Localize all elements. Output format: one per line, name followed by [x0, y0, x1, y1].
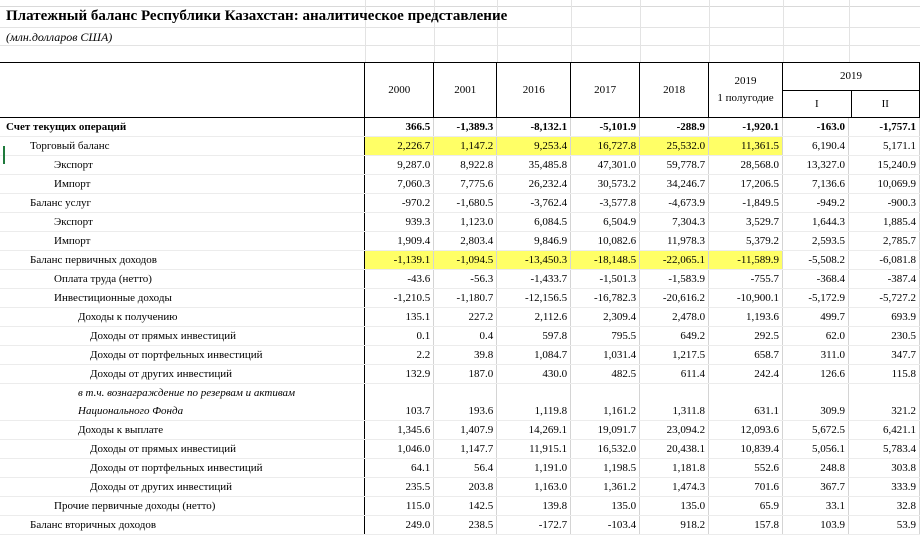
- value-cell[interactable]: 7,304.3: [640, 213, 709, 232]
- value-cell[interactable]: 2,226.7: [365, 137, 434, 156]
- row-label: Баланс услуг: [30, 196, 92, 209]
- value-cell[interactable]: 14,269.1: [497, 421, 571, 440]
- value-cell[interactable]: 126.6: [783, 365, 849, 384]
- value-cell[interactable]: 26,232.4: [497, 175, 571, 194]
- balance-table: [0, 62, 920, 535]
- value-cell[interactable]: 1,181.8: [640, 459, 709, 478]
- value-cell[interactable]: 34,246.7: [640, 175, 709, 194]
- header-quarters[interactable]: [783, 63, 920, 118]
- value-cell[interactable]: 248.8: [783, 459, 849, 478]
- value-cell[interactable]: 1,147.7: [434, 440, 497, 459]
- value-cell[interactable]: 6,504.9: [571, 213, 640, 232]
- table-row: [0, 421, 920, 440]
- value-cell[interactable]: -970.2: [365, 194, 434, 213]
- header-quarters-year: 2019: [783, 63, 919, 91]
- value-cell[interactable]: 8,922.8: [434, 156, 497, 175]
- value-cell[interactable]: 62.0: [783, 327, 849, 346]
- value-cell[interactable]: 1,909.4: [365, 232, 434, 251]
- value-cell[interactable]: -949.2: [783, 194, 849, 213]
- row-label-cell[interactable]: [0, 384, 365, 421]
- value-cell[interactable]: -6,081.8: [848, 251, 919, 270]
- value-cell[interactable]: 5,379.2: [709, 232, 783, 251]
- row-label-cell[interactable]: [0, 289, 365, 308]
- value-cell[interactable]: 2,803.4: [434, 232, 497, 251]
- value-cell[interactable]: -1,389.3: [434, 118, 497, 137]
- table-row: [0, 384, 920, 421]
- header-half-year[interactable]: [709, 63, 783, 118]
- value-cell[interactable]: 6,190.4: [783, 137, 849, 156]
- value-cell[interactable]: 2,478.0: [640, 308, 709, 327]
- value-cell[interactable]: 56.4: [434, 459, 497, 478]
- active-cell-marker: [3, 146, 5, 164]
- value-cell[interactable]: 701.6: [709, 478, 783, 497]
- value-cell[interactable]: 238.5: [434, 516, 497, 535]
- table-row: [0, 270, 920, 289]
- value-cell[interactable]: -368.4: [783, 270, 849, 289]
- value-cell[interactable]: 39.8: [434, 346, 497, 365]
- table-row: [0, 440, 920, 459]
- value-cell[interactable]: -1,680.5: [434, 194, 497, 213]
- value-cell[interactable]: 303.8: [848, 459, 919, 478]
- value-cell[interactable]: 1,474.3: [640, 478, 709, 497]
- value-cell[interactable]: 1,163.0: [497, 478, 571, 497]
- value-cell[interactable]: -56.3: [434, 270, 497, 289]
- value-cell[interactable]: 9,253.4: [497, 137, 571, 156]
- row-label: Доходы от портфельных инвестиций: [90, 461, 263, 474]
- value-cell[interactable]: 1,311.8: [640, 384, 709, 421]
- row-label-cell[interactable]: [0, 118, 365, 137]
- value-cell[interactable]: -22,065.1: [640, 251, 709, 270]
- value-cell[interactable]: 321.2: [848, 384, 919, 421]
- table-row: [0, 156, 920, 175]
- value-cell[interactable]: 292.5: [709, 327, 783, 346]
- table-row: [0, 327, 920, 346]
- table-row: [0, 232, 920, 251]
- gridline: [709, 0, 710, 62]
- value-cell[interactable]: 2,785.7: [848, 232, 919, 251]
- value-cell[interactable]: -1,920.1: [709, 118, 783, 137]
- value-cell[interactable]: 1,217.5: [640, 346, 709, 365]
- header-label-cell: [0, 63, 365, 118]
- row-label-cell[interactable]: [0, 137, 365, 156]
- row-label-cell[interactable]: [0, 365, 365, 384]
- value-cell[interactable]: -8,132.1: [497, 118, 571, 137]
- units-note: (млн.долларов США): [6, 30, 113, 44]
- value-cell[interactable]: 28,568.0: [709, 156, 783, 175]
- value-cell[interactable]: 12,093.6: [709, 421, 783, 440]
- value-cell[interactable]: 64.1: [365, 459, 434, 478]
- header-quarter: I: [814, 98, 819, 110]
- value-cell[interactable]: -3,577.8: [571, 194, 640, 213]
- value-cell[interactable]: -43.6: [365, 270, 434, 289]
- value-cell[interactable]: -1,139.1: [365, 251, 434, 270]
- value-cell[interactable]: 135.0: [640, 497, 709, 516]
- value-cell[interactable]: 35,485.8: [497, 156, 571, 175]
- table-row: [0, 289, 920, 308]
- value-cell[interactable]: 631.1: [709, 384, 783, 421]
- value-cell[interactable]: 11,361.5: [709, 137, 783, 156]
- value-cell[interactable]: -1,583.9: [640, 270, 709, 289]
- table-row: [0, 365, 920, 384]
- row-label-cell[interactable]: [0, 232, 365, 251]
- value-cell[interactable]: 6,421.1: [848, 421, 919, 440]
- value-cell[interactable]: -16,782.3: [571, 289, 640, 308]
- value-cell[interactable]: 11,915.1: [497, 440, 571, 459]
- value-cell[interactable]: 2.2: [365, 346, 434, 365]
- value-cell[interactable]: 5,171.1: [848, 137, 919, 156]
- value-cell[interactable]: 1,191.0: [497, 459, 571, 478]
- value-cell[interactable]: 135.0: [571, 497, 640, 516]
- row-label: Импорт: [54, 177, 91, 190]
- table-row: [0, 497, 920, 516]
- table-row: [0, 478, 920, 497]
- value-cell[interactable]: 7,775.6: [434, 175, 497, 194]
- value-cell[interactable]: 249.0: [365, 516, 434, 535]
- value-cell[interactable]: 235.5: [365, 478, 434, 497]
- header-row: [0, 63, 920, 118]
- row-label: Доходы к выплате: [78, 423, 164, 436]
- row-label: Прочие первичные доходы (нетто): [54, 499, 216, 512]
- gridline: [783, 0, 784, 62]
- header-year[interactable]: 2001: [434, 63, 497, 118]
- value-cell[interactable]: 7,060.3: [365, 175, 434, 194]
- value-cell[interactable]: -1,757.1: [848, 118, 919, 137]
- value-cell[interactable]: 1,885.4: [848, 213, 919, 232]
- value-cell[interactable]: 2,593.5: [783, 232, 849, 251]
- value-cell[interactable]: 132.9: [365, 365, 434, 384]
- row-label-cell[interactable]: [0, 346, 365, 365]
- row-label: Доходы от прямых инвестиций: [90, 329, 236, 342]
- value-cell[interactable]: 597.8: [497, 327, 571, 346]
- value-cell[interactable]: -5,727.2: [848, 289, 919, 308]
- value-cell[interactable]: 5,672.5: [783, 421, 849, 440]
- row-label: Инвестиционные доходы: [54, 291, 172, 304]
- row-label-cell[interactable]: [0, 156, 365, 175]
- row-label: Доходы от других инвестиций: [90, 480, 233, 493]
- table-row: [0, 137, 920, 156]
- row-label: Импорт: [54, 234, 91, 247]
- value-cell[interactable]: 187.0: [434, 365, 497, 384]
- value-cell[interactable]: 6,084.5: [497, 213, 571, 232]
- row-label-cell[interactable]: [0, 440, 365, 459]
- value-cell[interactable]: -5,172.9: [783, 289, 849, 308]
- value-cell[interactable]: 9,287.0: [365, 156, 434, 175]
- value-cell[interactable]: 918.2: [640, 516, 709, 535]
- value-cell[interactable]: 1,046.0: [365, 440, 434, 459]
- row-label: Экспорт: [54, 158, 93, 171]
- table-row: [0, 308, 920, 327]
- value-cell[interactable]: 16,532.0: [571, 440, 640, 459]
- value-cell[interactable]: 10,069.9: [848, 175, 919, 194]
- value-cell[interactable]: 13,327.0: [783, 156, 849, 175]
- table-row: [0, 346, 920, 365]
- row-label: Доходы от прямых инвестиций: [90, 442, 236, 455]
- row-label-cell[interactable]: [0, 251, 365, 270]
- value-cell[interactable]: 1,407.9: [434, 421, 497, 440]
- value-cell[interactable]: 33.1: [783, 497, 849, 516]
- value-cell[interactable]: 611.4: [640, 365, 709, 384]
- header-half-year-label: 2019: [734, 75, 757, 87]
- value-cell[interactable]: 649.2: [640, 327, 709, 346]
- value-cell[interactable]: -12,156.5: [497, 289, 571, 308]
- value-cell[interactable]: 2,309.4: [571, 308, 640, 327]
- value-cell[interactable]: 30,573.2: [571, 175, 640, 194]
- value-cell[interactable]: -1,210.5: [365, 289, 434, 308]
- row-label: Торговый баланс: [30, 139, 110, 152]
- value-cell[interactable]: 230.5: [848, 327, 919, 346]
- value-cell[interactable]: 53.9: [848, 516, 919, 535]
- value-cell[interactable]: 309.9: [783, 384, 849, 421]
- gridline: [849, 0, 850, 62]
- value-cell[interactable]: 0.4: [434, 327, 497, 346]
- value-cell[interactable]: -5,101.9: [571, 118, 640, 137]
- value-cell[interactable]: 430.0: [497, 365, 571, 384]
- header-half-year-sub: 1 полугодие: [717, 92, 774, 104]
- value-cell[interactable]: 367.7: [783, 478, 849, 497]
- row-label-cell[interactable]: [0, 270, 365, 289]
- table-row: [0, 213, 920, 232]
- value-cell[interactable]: 1,361.2: [571, 478, 640, 497]
- row-label: Доходы от портфельных инвестиций: [90, 348, 263, 361]
- value-cell[interactable]: -1,849.5: [709, 194, 783, 213]
- value-cell[interactable]: 23,094.2: [640, 421, 709, 440]
- row-label: в т.ч. вознаграждение по резервам и активам Национального Фонда: [78, 387, 296, 417]
- value-cell[interactable]: 59,778.7: [640, 156, 709, 175]
- value-cell[interactable]: -10,900.1: [709, 289, 783, 308]
- value-cell[interactable]: 658.7: [709, 346, 783, 365]
- table-row: [0, 175, 920, 194]
- value-cell[interactable]: 1,644.3: [783, 213, 849, 232]
- value-cell[interactable]: -103.4: [571, 516, 640, 535]
- gridline: [571, 0, 572, 62]
- value-cell[interactable]: 482.5: [571, 365, 640, 384]
- value-cell[interactable]: 115.0: [365, 497, 434, 516]
- page-title: Платежный баланс Республики Казахстан: аналитическое представление: [6, 8, 508, 24]
- value-cell[interactable]: 1,193.6: [709, 308, 783, 327]
- row-label-cell[interactable]: [0, 308, 365, 327]
- table-row: [0, 516, 920, 535]
- value-cell[interactable]: 499.7: [783, 308, 849, 327]
- value-cell[interactable]: 139.8: [497, 497, 571, 516]
- value-cell[interactable]: -5,508.2: [783, 251, 849, 270]
- value-cell[interactable]: -4,673.9: [640, 194, 709, 213]
- value-cell[interactable]: 1,123.0: [434, 213, 497, 232]
- value-cell[interactable]: 1,345.6: [365, 421, 434, 440]
- value-cell[interactable]: 347.7: [848, 346, 919, 365]
- value-cell[interactable]: 1,198.5: [571, 459, 640, 478]
- value-cell[interactable]: 135.1: [365, 308, 434, 327]
- table-row: [0, 194, 920, 213]
- value-cell[interactable]: 1,031.4: [571, 346, 640, 365]
- value-cell[interactable]: 19,091.7: [571, 421, 640, 440]
- header-year[interactable]: 2000: [365, 63, 434, 118]
- table-row: [0, 251, 920, 270]
- value-cell[interactable]: -13,450.3: [497, 251, 571, 270]
- gridline: [640, 0, 641, 62]
- row-label-cell[interactable]: [0, 327, 365, 346]
- gridline: [0, 45, 920, 46]
- value-cell[interactable]: 11,978.3: [640, 232, 709, 251]
- value-cell[interactable]: 333.9: [848, 478, 919, 497]
- value-cell[interactable]: 1,161.2: [571, 384, 640, 421]
- value-cell[interactable]: 103.9: [783, 516, 849, 535]
- value-cell[interactable]: 5,056.1: [783, 440, 849, 459]
- row-label: Счет текущих операций: [6, 120, 127, 133]
- row-label-cell[interactable]: [0, 459, 365, 478]
- value-cell[interactable]: -1,180.7: [434, 289, 497, 308]
- value-cell[interactable]: 20,438.1: [640, 440, 709, 459]
- value-cell[interactable]: 795.5: [571, 327, 640, 346]
- value-cell[interactable]: 311.0: [783, 346, 849, 365]
- column-header-strip: [0, 0, 920, 7]
- value-cell[interactable]: -18,148.5: [571, 251, 640, 270]
- value-cell[interactable]: 939.3: [365, 213, 434, 232]
- row-label: Баланс первичных доходов: [30, 253, 157, 266]
- value-cell[interactable]: 242.4: [709, 365, 783, 384]
- value-cell[interactable]: 10,839.4: [709, 440, 783, 459]
- value-cell[interactable]: -1,501.3: [571, 270, 640, 289]
- value-cell[interactable]: 3,529.7: [709, 213, 783, 232]
- value-cell[interactable]: -387.4: [848, 270, 919, 289]
- value-cell[interactable]: 115.8: [848, 365, 919, 384]
- value-cell[interactable]: 16,727.8: [571, 137, 640, 156]
- value-cell[interactable]: -900.3: [848, 194, 919, 213]
- value-cell[interactable]: 1,119.8: [497, 384, 571, 421]
- row-label-cell[interactable]: [0, 175, 365, 194]
- value-cell[interactable]: 2,112.6: [497, 308, 571, 327]
- value-cell[interactable]: -1,433.7: [497, 270, 571, 289]
- value-cell[interactable]: 103.7: [365, 384, 434, 421]
- row-label: Доходы к получению: [78, 310, 178, 323]
- value-cell[interactable]: -11,589.9: [709, 251, 783, 270]
- value-cell[interactable]: -3,762.4: [497, 194, 571, 213]
- value-cell[interactable]: 65.9: [709, 497, 783, 516]
- value-cell[interactable]: 7,136.6: [783, 175, 849, 194]
- value-cell[interactable]: 25,532.0: [640, 137, 709, 156]
- value-cell[interactable]: 5,783.4: [848, 440, 919, 459]
- header-year[interactable]: 2016: [497, 63, 571, 118]
- value-cell[interactable]: 15,240.9: [848, 156, 919, 175]
- value-cell[interactable]: -163.0: [783, 118, 849, 137]
- row-label: Доходы от других инвестиций: [90, 367, 233, 380]
- value-cell[interactable]: 142.5: [434, 497, 497, 516]
- value-cell[interactable]: 203.8: [434, 478, 497, 497]
- value-cell[interactable]: -1,094.5: [434, 251, 497, 270]
- row-label-cell[interactable]: [0, 516, 365, 535]
- table-row: [0, 459, 920, 478]
- row-label-cell[interactable]: [0, 213, 365, 232]
- row-label: Экспорт: [54, 215, 93, 228]
- value-cell[interactable]: 0.1: [365, 327, 434, 346]
- value-cell[interactable]: 227.2: [434, 308, 497, 327]
- header-quarter: II: [851, 91, 919, 117]
- row-label-cell[interactable]: [0, 497, 365, 516]
- row-label-cell[interactable]: [0, 194, 365, 213]
- value-cell[interactable]: 9,846.9: [497, 232, 571, 251]
- row-label-cell[interactable]: [0, 421, 365, 440]
- value-cell[interactable]: 1,147.2: [434, 137, 497, 156]
- value-cell[interactable]: 693.9: [848, 308, 919, 327]
- gridline: [0, 27, 920, 28]
- value-cell[interactable]: -172.7: [497, 516, 571, 535]
- value-cell[interactable]: 552.6: [709, 459, 783, 478]
- value-cell[interactable]: 32.8: [848, 497, 919, 516]
- value-cell[interactable]: 10,082.6: [571, 232, 640, 251]
- row-label-cell[interactable]: [0, 478, 365, 497]
- header-year[interactable]: 2017: [571, 63, 640, 118]
- value-cell[interactable]: 366.5: [365, 118, 434, 137]
- value-cell[interactable]: 193.6: [434, 384, 497, 421]
- value-cell[interactable]: 1,084.7: [497, 346, 571, 365]
- value-cell[interactable]: -755.7: [709, 270, 783, 289]
- value-cell[interactable]: -20,616.2: [640, 289, 709, 308]
- value-cell[interactable]: 17,206.5: [709, 175, 783, 194]
- row-label: Баланс вторичных доходов: [30, 518, 157, 531]
- value-cell[interactable]: 47,301.0: [571, 156, 640, 175]
- table-row: [0, 118, 920, 137]
- header-year[interactable]: 2018: [640, 63, 709, 118]
- value-cell[interactable]: 157.8: [709, 516, 783, 535]
- row-label: Оплата труда (нетто): [54, 272, 152, 285]
- value-cell[interactable]: -288.9: [640, 118, 709, 137]
